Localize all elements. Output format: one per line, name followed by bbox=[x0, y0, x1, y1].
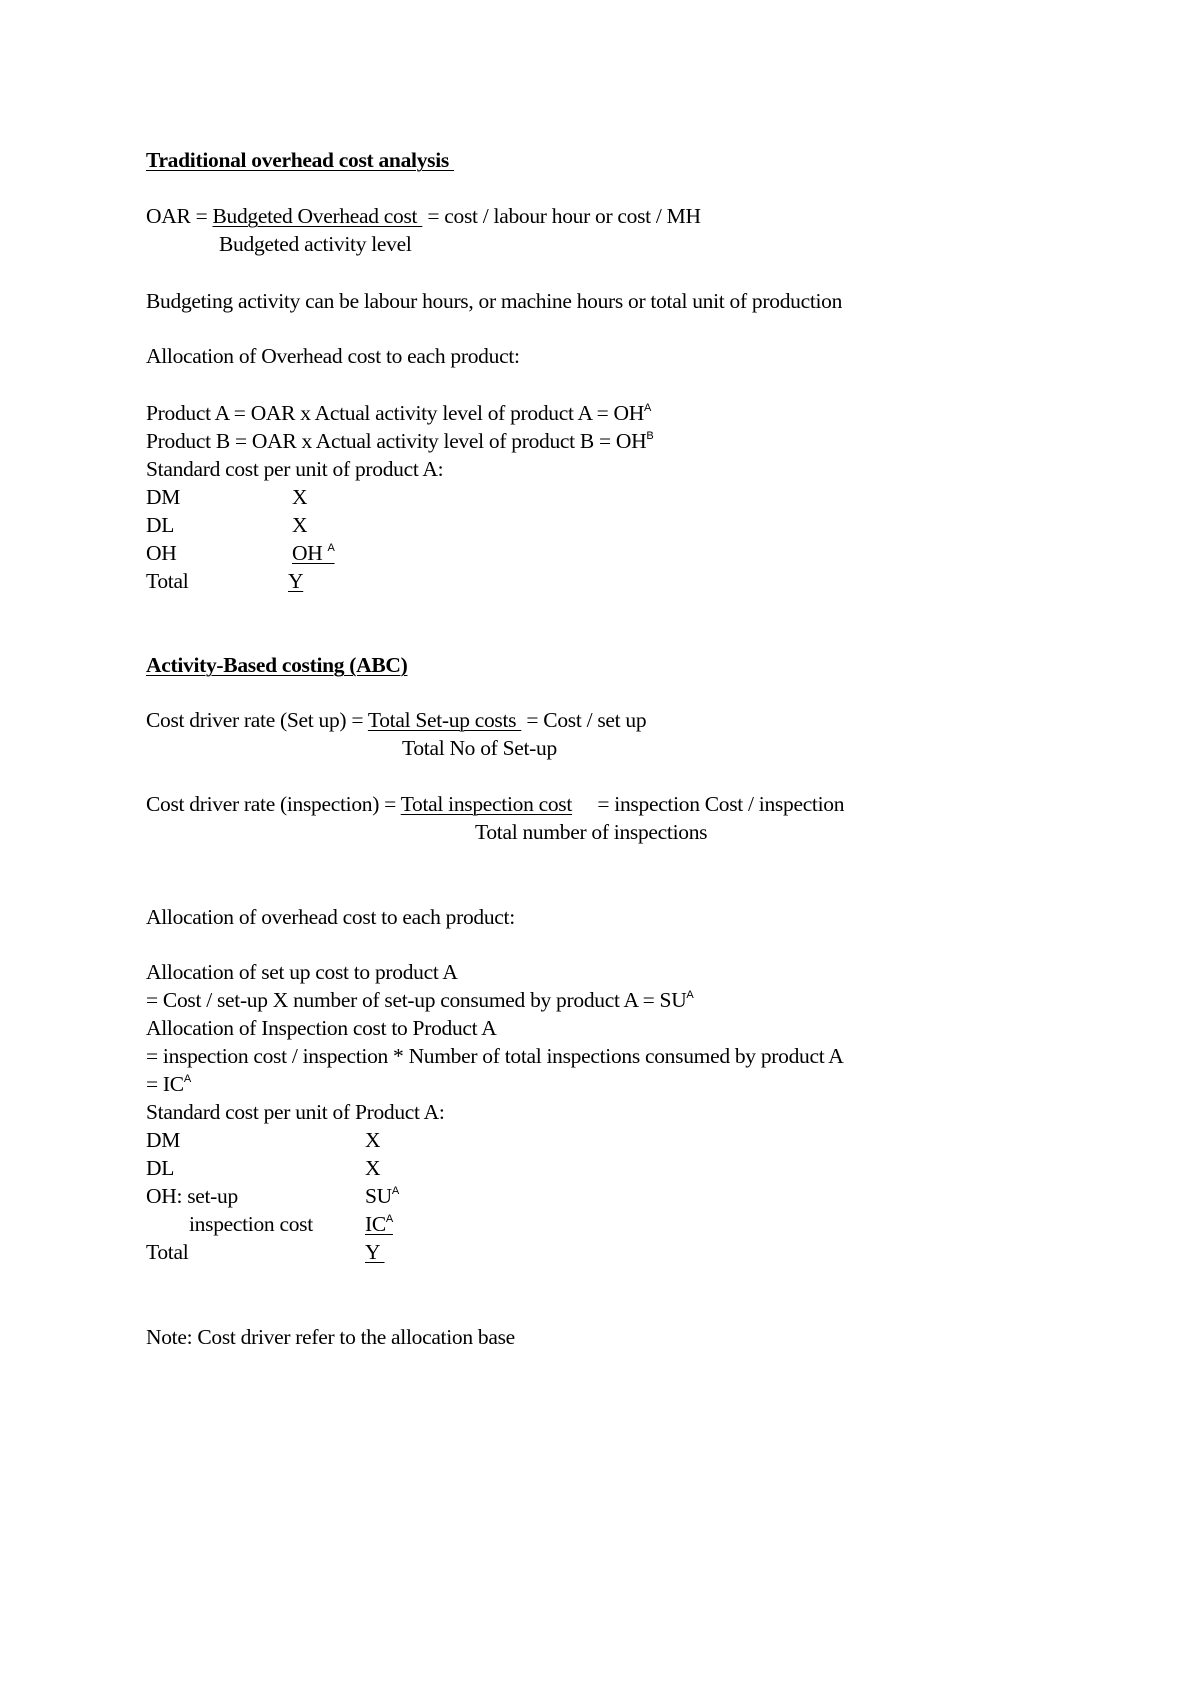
abc-row-value bbox=[365, 1214, 393, 1236]
abc-row-value-text: IC bbox=[365, 1212, 386, 1236]
product-a-text: Product A = OAR x Actual activity level of product A = OH bbox=[146, 401, 645, 425]
inspection-rate-numerator: Total inspection cost bbox=[400, 792, 573, 816]
abc-row-value bbox=[365, 1186, 399, 1208]
abc-row-value: X bbox=[365, 1156, 381, 1180]
inspection-alloc-result-text: = IC bbox=[146, 1072, 184, 1096]
inspection-rate-denominator: Total number of inspections bbox=[475, 820, 708, 844]
setup-alloc-text: = Cost / set-up X number of set-up consumed by product A = SU bbox=[146, 988, 687, 1012]
inspection-rate-lhs: Cost driver rate (inspection) = bbox=[146, 792, 401, 816]
inspection-alloc-result-sup: A bbox=[183, 1073, 191, 1085]
setup-alloc-sup: A bbox=[686, 989, 694, 1001]
abc-row-value-sup: A bbox=[385, 1213, 393, 1225]
cost-driver-note: Note: Cost driver refer to the allocation base bbox=[146, 1325, 515, 1349]
oar-rhs: = cost / labour hour or cost / MH bbox=[422, 204, 701, 228]
inspection-alloc-formula: = inspection cost / inspection * Number of total inspections consumed by product A bbox=[146, 1044, 844, 1068]
setup-rate-lhs: Cost driver rate (Set up) = bbox=[146, 708, 368, 732]
abc-row-value: X bbox=[365, 1128, 381, 1152]
setup-rate-numerator: Total Set-up costs bbox=[367, 708, 522, 732]
trad-row-label: DL bbox=[146, 513, 175, 537]
setup-rate-formula bbox=[146, 710, 646, 732]
inspection-alloc-title: Allocation of Inspection cost to Product A bbox=[146, 1016, 497, 1040]
oar-denominator: Budgeted activity level bbox=[219, 232, 412, 256]
setup-rate-denominator: Total No of Set-up bbox=[402, 736, 557, 760]
abc-row-label: inspection cost bbox=[189, 1212, 313, 1236]
trad-row-value: Y bbox=[288, 569, 304, 593]
abc-row-value-sup: A bbox=[391, 1185, 399, 1197]
abc-allocation-heading: Allocation of overhead cost to each product: bbox=[146, 905, 515, 929]
abc-heading: Activity-Based costing (ABC) bbox=[146, 653, 408, 677]
trad-row-label: Total bbox=[146, 569, 189, 593]
abc-standard-cost-heading: Standard cost per unit of Product A: bbox=[146, 1100, 445, 1124]
abc-row-label: Total bbox=[146, 1240, 189, 1264]
traditional-heading: Traditional overhead cost analysis bbox=[146, 148, 455, 172]
abc-row-label: OH: set-up bbox=[146, 1184, 238, 1208]
trad-row-label: DM bbox=[146, 485, 181, 509]
setup-rate-rhs: = Cost / set up bbox=[521, 708, 647, 732]
oar-lhs: OAR = bbox=[146, 204, 213, 228]
traditional-standard-cost-heading: Standard cost per unit of product A: bbox=[146, 457, 444, 481]
budgeting-note: Budgeting activity can be labour hours, or machine hours or total unit of production bbox=[146, 289, 843, 313]
product-b-formula bbox=[146, 431, 653, 453]
abc-row-value: Y bbox=[365, 1240, 385, 1264]
traditional-allocation-heading: Allocation of Overhead cost to each product: bbox=[146, 344, 520, 368]
product-b-text: Product B = OAR x Actual activity level of product B = OH bbox=[146, 429, 647, 453]
oar-numerator: Budgeted Overhead cost bbox=[212, 204, 423, 228]
product-a-formula bbox=[146, 403, 651, 425]
trad-row-value-text: OH bbox=[292, 541, 328, 565]
trad-row-value: X bbox=[292, 513, 308, 537]
setup-alloc-title: Allocation of set up cost to product A bbox=[146, 960, 458, 984]
trad-row-label: OH bbox=[146, 541, 177, 565]
abc-row-label: DM bbox=[146, 1128, 181, 1152]
product-b-sup: B bbox=[646, 430, 654, 442]
oar-formula bbox=[146, 206, 701, 228]
abc-row-label: DL bbox=[146, 1156, 175, 1180]
trad-row-value-sup: A bbox=[327, 542, 335, 554]
inspection-rate-rhs: = inspection Cost / inspection bbox=[572, 792, 845, 816]
inspection-alloc-result bbox=[146, 1074, 191, 1096]
trad-row-value: X bbox=[292, 485, 308, 509]
setup-alloc-formula bbox=[146, 990, 693, 1012]
product-a-sup: A bbox=[644, 402, 652, 414]
trad-row-value bbox=[292, 543, 335, 565]
inspection-rate-formula bbox=[146, 794, 844, 816]
abc-row-value-text: SU bbox=[365, 1184, 392, 1208]
